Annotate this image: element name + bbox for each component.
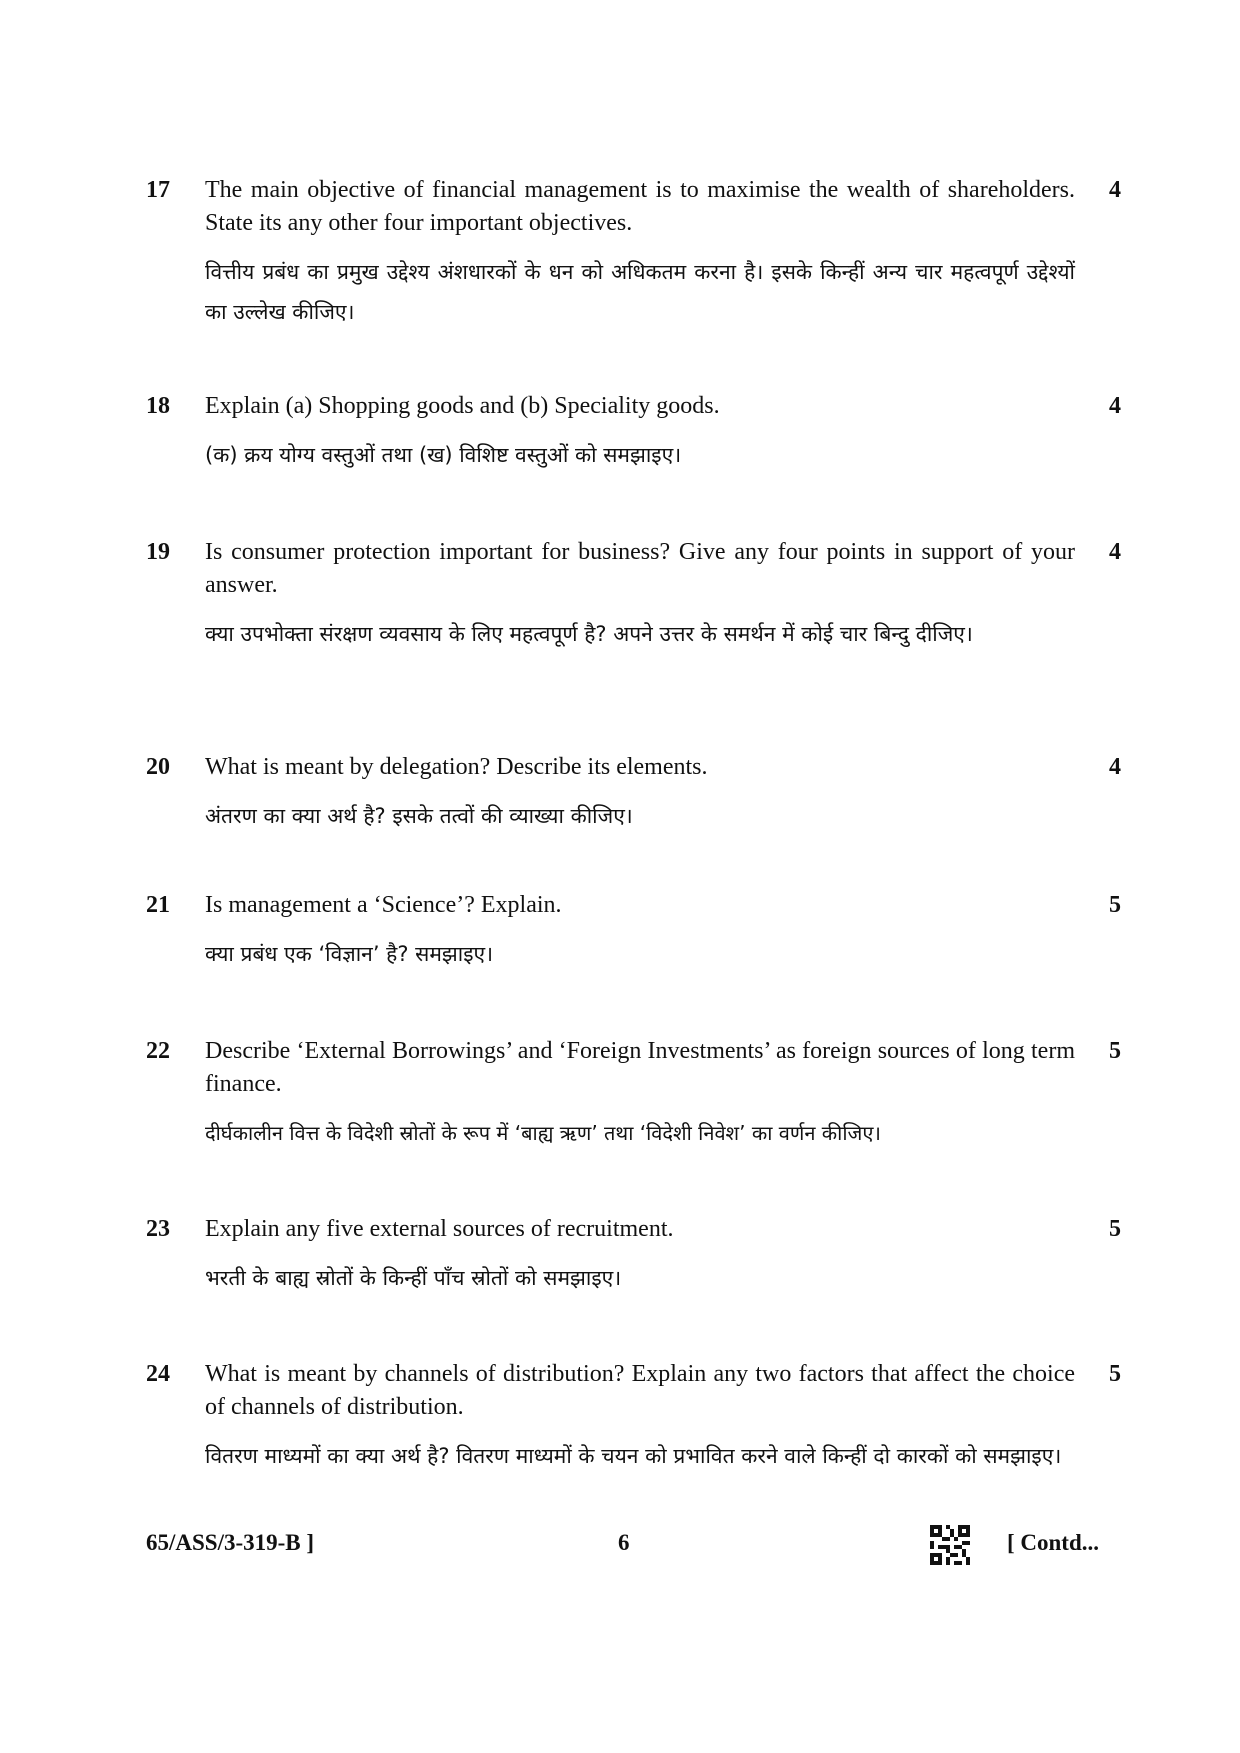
question-marks: 4: [1109, 393, 1121, 419]
question-text: [205, 174, 1075, 332]
question-number: 24: [146, 1361, 170, 1387]
paper-code: 65/ASS/3-319-B ]: [146, 1530, 315, 1555]
question-marks: 5: [1109, 1361, 1121, 1387]
question-text-hindi: दीर्घकालीन वित्त के विदेशी स्रोतों के रूप में ‘बाह्य ऋण’ तथा ‘विदेशी निवेश’ का वर्णन कीजिए।: [205, 1121, 882, 1145]
question-marks: 4: [1109, 177, 1121, 203]
question-number: 17: [146, 177, 170, 203]
question-text: [205, 536, 1075, 654]
question-text-hindi: क्या उपभोक्ता संरक्षण व्यवसाय के लिए महत्वपूर्ण है? अपने उत्तर के समर्थन में कोई चार बिन्दु दीजिए।: [205, 622, 973, 646]
question-text-english: The main objective of financial management is to maximise the wealth of shareholders. State its any other four important objectives.: [205, 177, 1075, 236]
continued-label: [ Contd...: [1007, 1530, 1100, 1555]
question-number: 22: [146, 1038, 170, 1064]
question-text-english: Explain (a) Shopping goods and (b) Speciality goods.: [205, 393, 720, 419]
question-number: 21: [146, 892, 170, 918]
question-marks: 5: [1109, 1216, 1121, 1242]
question-text-hindi: क्या प्रबंध एक ‘विज्ञान’ है? समझाइए।: [205, 942, 494, 966]
question-number: 23: [146, 1216, 170, 1242]
qr-code-icon: [930, 1525, 970, 1565]
question-number: 19: [146, 539, 170, 565]
question-marks: 4: [1109, 539, 1121, 565]
question-marks: 4: [1109, 754, 1121, 780]
question-text: [205, 390, 1075, 475]
question-text-english: Explain any five external sources of recruitment.: [205, 1216, 674, 1242]
question-text: [205, 1358, 1075, 1476]
page-number: 6: [618, 1530, 630, 1555]
question-text: [205, 1035, 1075, 1153]
page-footer: [0, 1525, 1240, 1565]
question-text-english: What is meant by delegation? Describe its elements.: [205, 754, 708, 780]
question-text: [205, 751, 1075, 836]
question-text-english: Is consumer protection important for business? Give any four points in support of your answer.: [205, 539, 1075, 598]
question-text: [205, 889, 1075, 974]
question-text-hindi: भरती के बाह्य स्रोतों के किन्हीं पाँच स्रोतों को समझाइए।: [205, 1266, 622, 1290]
question-marks: 5: [1109, 892, 1121, 918]
question-text-hindi: अंतरण का क्या अर्थ है? इसके तत्वों की व्याख्या कीजिए।: [205, 804, 633, 828]
question-marks: 5: [1109, 1038, 1121, 1064]
question-text: [205, 1213, 1075, 1298]
question-text-hindi: वितरण माध्यमों का क्या अर्थ है? वितरण माध्यमों के चयन को प्रभावित करने वाले किन्हीं दो कारकों को समझाइए।: [205, 1444, 1062, 1468]
question-text-english: What is meant by channels of distribution? Explain any two factors that affect the choice of channels of distribution.: [205, 1361, 1075, 1420]
question-text-hindi: वित्तीय प्रबंध का प्रमुख उद्देश्य अंशधारकों के धन को अधिकतम करना है। इसके किन्हीं अन्य चार महत्वपूर्ण उद्देश्यों का उल्लेख कीजिए।: [205, 260, 1075, 324]
question-text-hindi: (क) क्रय योग्य वस्तुओं तथा (ख) विशिष्ट वस्तुओं को समझाइए।: [205, 443, 682, 467]
question-text-english: Is management a ‘Science’? Explain.: [205, 892, 562, 918]
question-text-english: Describe ‘External Borrowings’ and ‘Foreign Investments’ as foreign sources of long term finance.: [205, 1038, 1075, 1097]
question-number: 20: [146, 754, 170, 780]
question-number: 18: [146, 393, 170, 419]
